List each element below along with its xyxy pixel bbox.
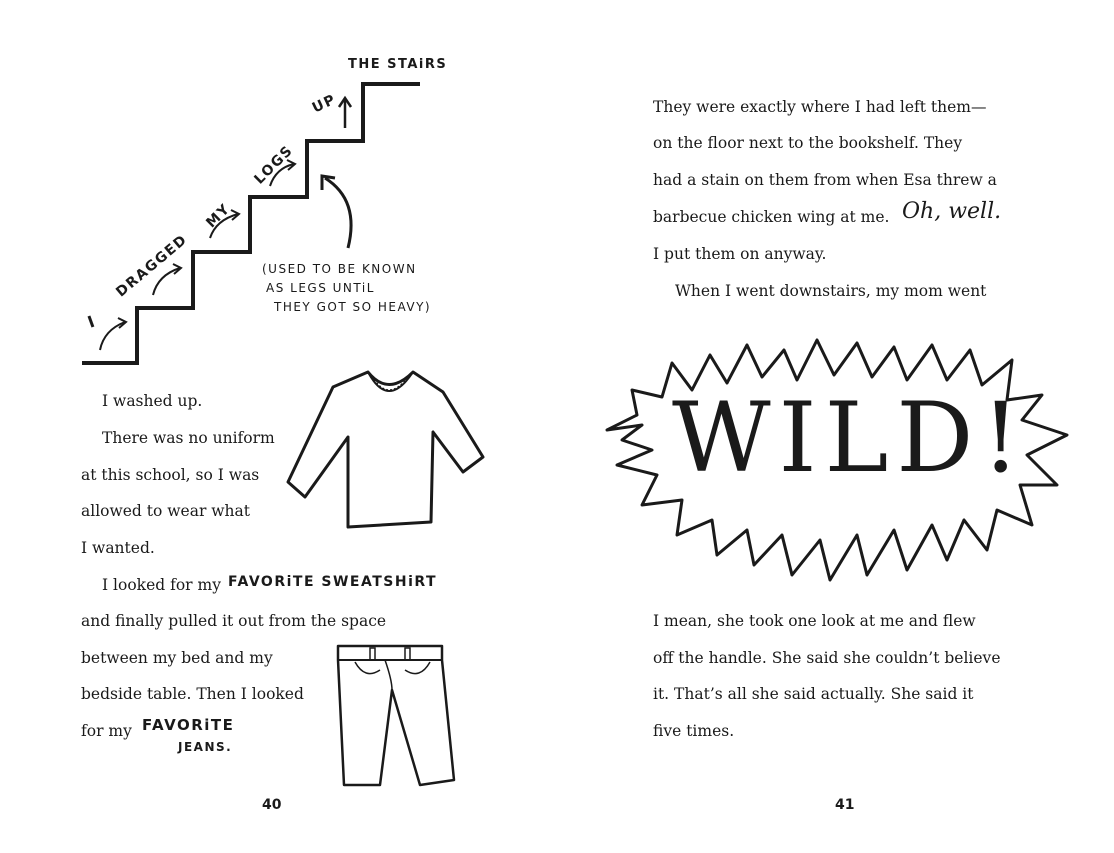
text-line: There was no uniform bbox=[102, 429, 275, 447]
text-line: They were exactly where I had left them— bbox=[653, 98, 987, 116]
favorite-jeans-lettering-2: JEANS. bbox=[178, 740, 233, 754]
text-line: five times. bbox=[653, 722, 735, 740]
wild-lettering: WILD! bbox=[672, 382, 1028, 494]
text-line: for my bbox=[81, 722, 132, 740]
text-line: at this school, so I was bbox=[81, 466, 260, 484]
label-up: UP bbox=[309, 91, 339, 117]
text-line: bedside table. Then I looked bbox=[81, 685, 304, 703]
text-line: it. That’s all she said actually. She said it bbox=[653, 685, 974, 703]
label-dragged: DRAGGED bbox=[113, 231, 191, 301]
label-i: I bbox=[84, 311, 99, 332]
jeans-illustration bbox=[330, 640, 450, 790]
text-line: off the handle. She said she couldn’t believe bbox=[653, 649, 1001, 667]
stairs-note-line2: AS LEGS UNTiL bbox=[266, 281, 375, 295]
right-page bbox=[557, 0, 1114, 853]
text-line: I looked for my bbox=[102, 576, 221, 594]
stairs-note-line1: (USED TO BE KNOWN bbox=[262, 262, 417, 276]
text-line: and finally pulled it out from the space bbox=[81, 612, 387, 630]
text-line: I put them on anyway. bbox=[653, 245, 827, 263]
page-number: 40 bbox=[262, 797, 282, 813]
page-number: 41 bbox=[835, 797, 855, 813]
stairs-note-line3: THEY GOT SO HEAVY) bbox=[274, 300, 432, 314]
text-line: I wanted. bbox=[81, 539, 155, 557]
text-line: I washed up. bbox=[102, 392, 203, 410]
text-line: I mean, she took one look at me and flew bbox=[653, 612, 976, 630]
oh-well-lettering: Oh, well. bbox=[902, 199, 1002, 224]
label-the-stairs: THE STAiRS bbox=[348, 57, 448, 72]
sweatshirt-illustration bbox=[283, 362, 483, 532]
stairs-illustration bbox=[0, 0, 557, 400]
text-line: allowed to wear what bbox=[81, 502, 251, 520]
label-my: MY bbox=[203, 200, 234, 232]
text-line: When I went downstairs, my mom went bbox=[675, 282, 987, 300]
favorite-jeans-lettering-1: FAVORiTE bbox=[142, 716, 235, 734]
text-line: between my bed and my bbox=[81, 649, 273, 667]
text-line: on the floor next to the bookshelf. They bbox=[653, 134, 963, 152]
favorite-sweatshirt-lettering: FAVORiTE SWEATSHiRT bbox=[228, 574, 438, 590]
label-logs: LOGS bbox=[251, 142, 297, 188]
text-line: barbecue chicken wing at me. bbox=[653, 208, 890, 226]
text-line: had a stain on them from when Esa threw a bbox=[653, 171, 997, 189]
